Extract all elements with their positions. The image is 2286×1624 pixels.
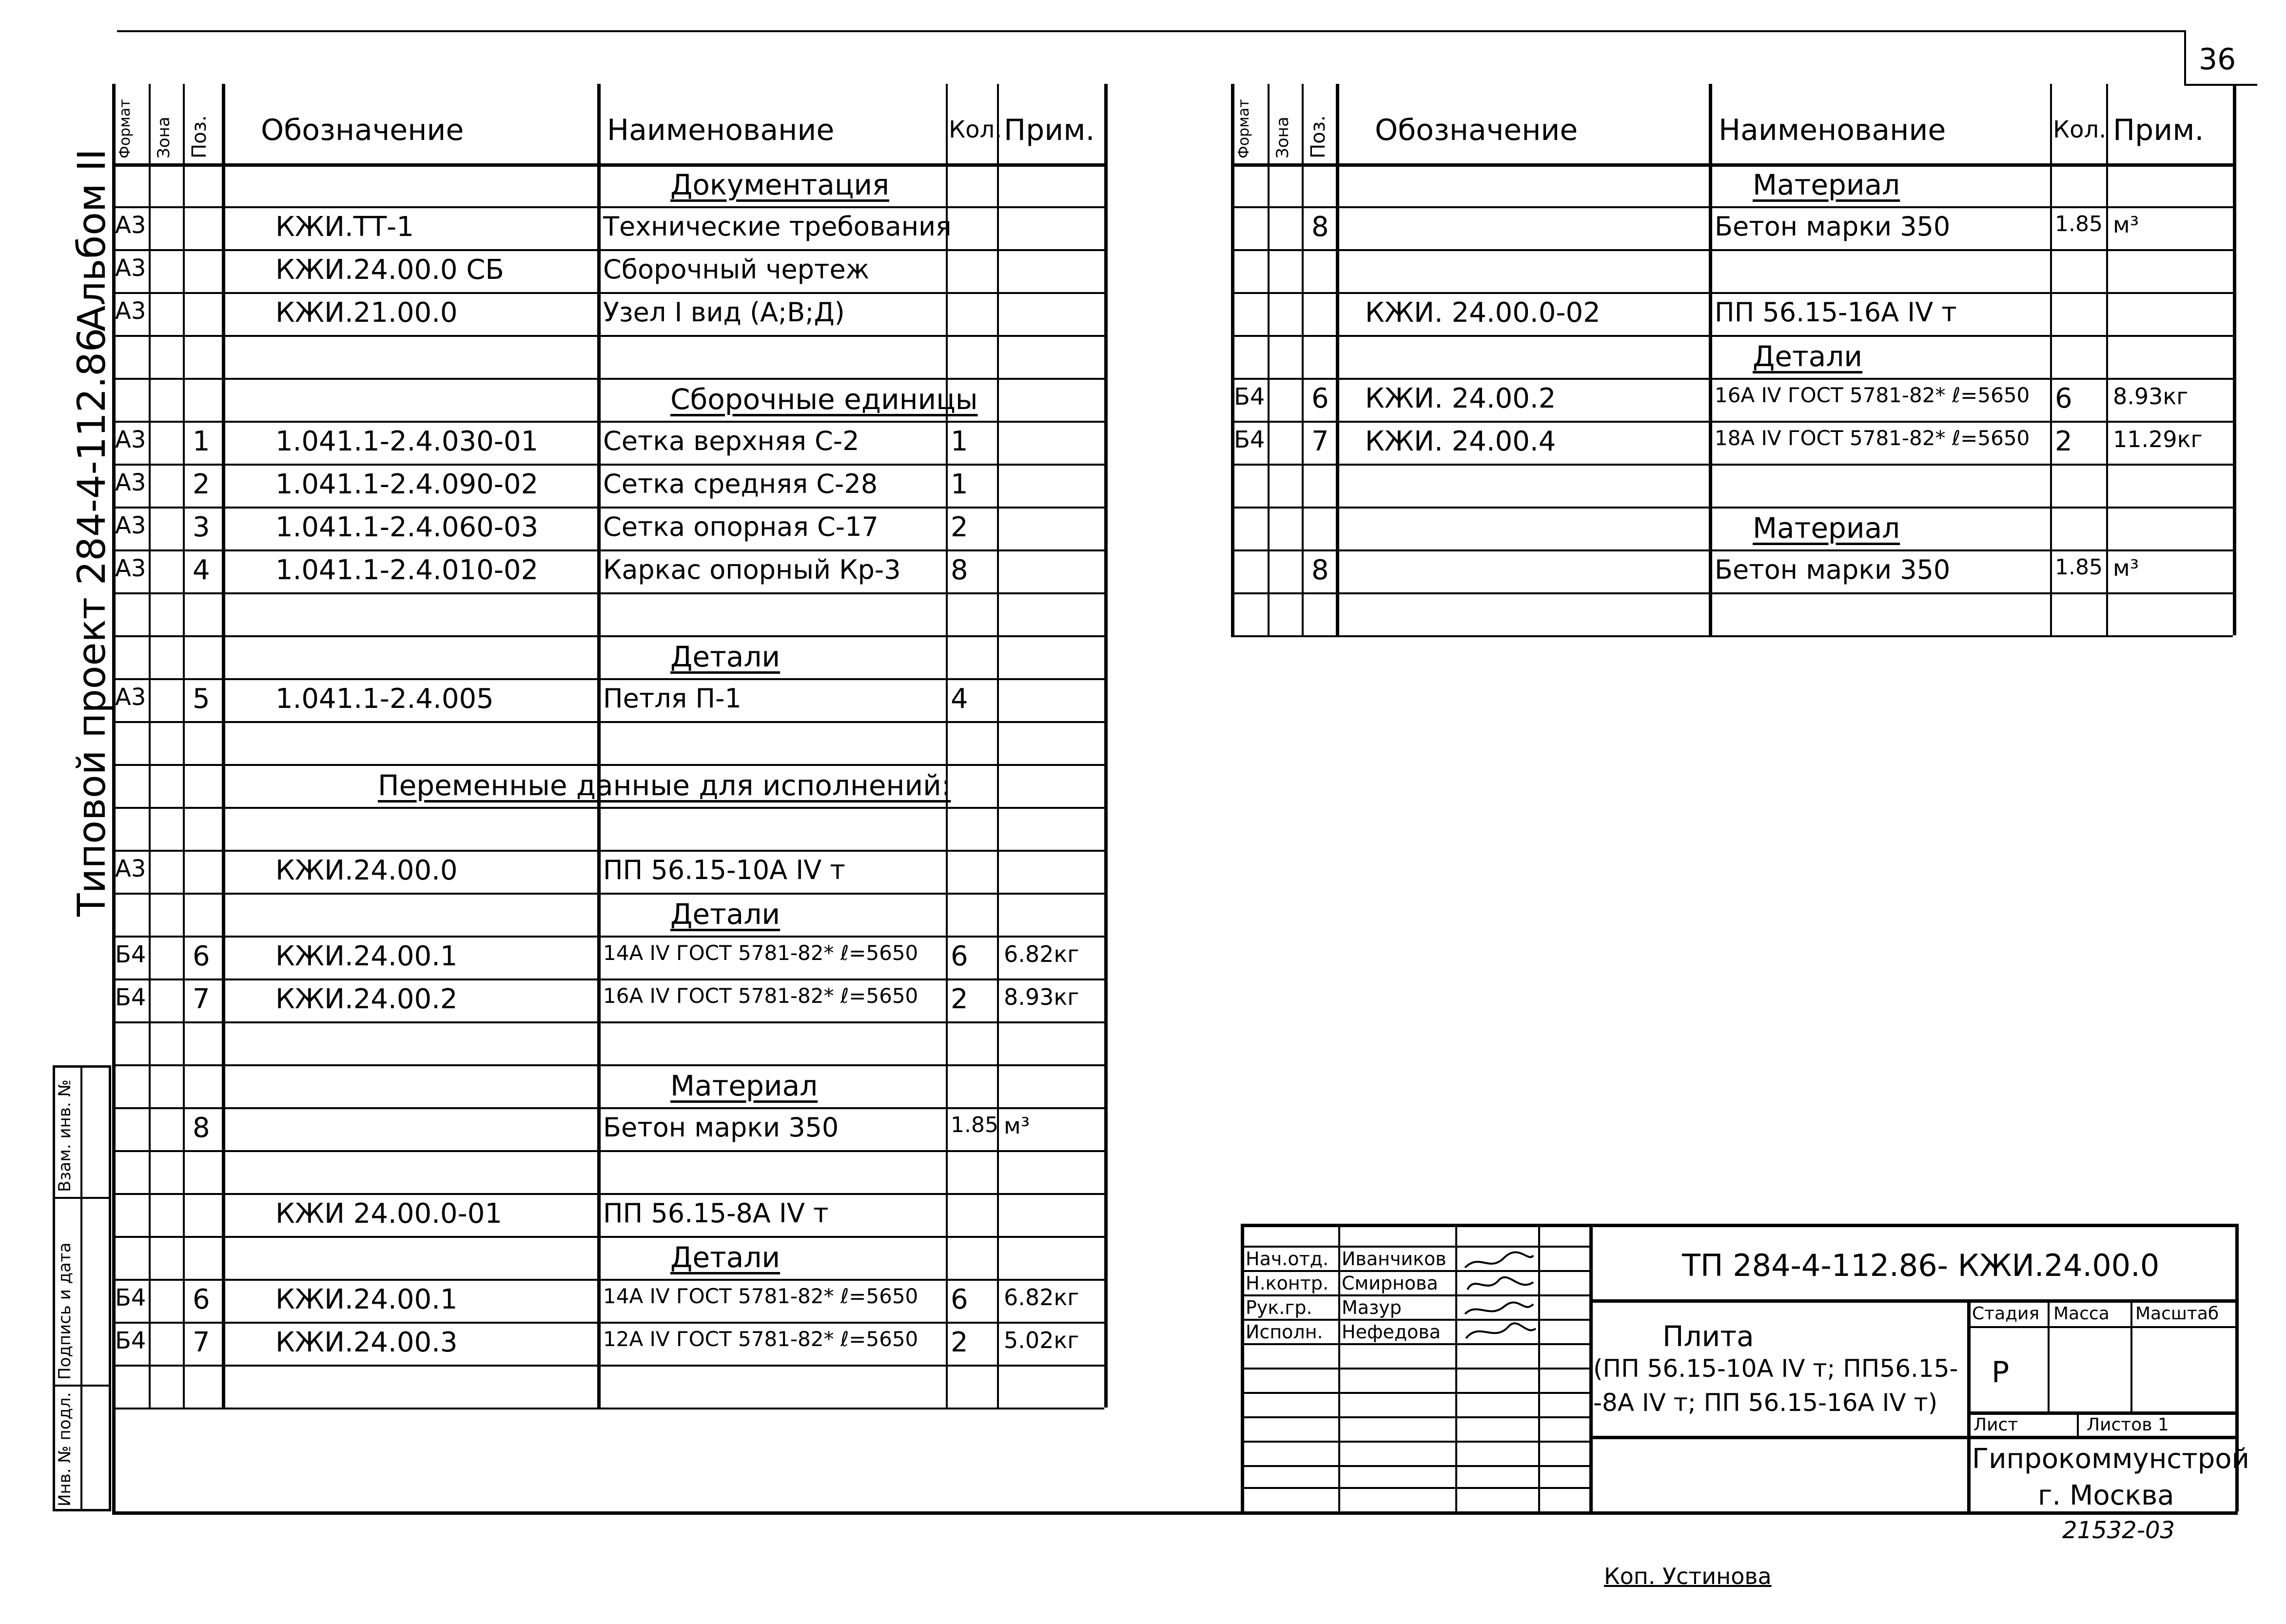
cell-pos: 6: [193, 1284, 210, 1315]
cell-note: м³: [2113, 555, 2139, 581]
top-border: [117, 30, 2184, 32]
row-line: [1231, 549, 2233, 551]
row-line: [112, 1408, 1104, 1409]
side-stamp-row: [53, 1197, 111, 1199]
section-title: Материал: [1753, 511, 1900, 545]
row-line: [112, 421, 1104, 423]
tb-org-1: Гипрокоммунстрой: [1972, 1443, 2249, 1475]
cell-name: ПП 56.15-10А IV т: [603, 855, 845, 885]
row-line: [112, 1107, 1104, 1109]
cell-designation: 1.041.1-2.4.090-02: [275, 469, 539, 500]
cell-name: 14А IV ГОСТ 5781-82* ℓ=5650: [603, 1284, 918, 1308]
cell-pos: 8: [193, 1112, 210, 1144]
cell-name: Бетон марки 350: [1715, 554, 1951, 585]
header-line: [1231, 163, 2233, 167]
cell-format: А3: [115, 254, 146, 282]
table-col-line: [597, 84, 601, 1408]
row-line: [112, 592, 1104, 594]
cell-pos: 7: [1311, 426, 1329, 457]
tb-person: Смирнова: [1342, 1272, 1438, 1294]
cell-name: Бетон марки 350: [1715, 211, 1951, 242]
cell-name: Каркас опорный Кр-3: [603, 554, 901, 585]
header-designation: Обозначение: [261, 113, 464, 147]
table-col-line: [2233, 84, 2236, 635]
header-qty: Кол.: [949, 116, 1002, 143]
cell-pos: 7: [193, 1327, 210, 1358]
cell-pos: 4: [193, 554, 210, 586]
tb-mass-col: [2130, 1299, 2132, 1411]
row-line: [1231, 464, 2233, 466]
header-format: Формат: [117, 99, 134, 158]
cell-name: 18А IV ГОСТ 5781-82* ℓ=5650: [1715, 426, 2030, 450]
header-line: [112, 163, 1104, 167]
cell-format: А3: [115, 555, 146, 582]
tb-stage-left: [1967, 1299, 1971, 1511]
cell-name: Сетка средняя С-28: [603, 469, 878, 499]
table-col-line: [1104, 84, 1108, 1408]
row-line: [112, 1021, 1104, 1023]
header-pos: Поз.: [1307, 115, 1329, 158]
header-note: Прим.: [1004, 113, 1095, 147]
album-label: Альбом II: [70, 149, 114, 332]
row-line: [112, 249, 1104, 251]
tb-col: [1589, 1224, 1593, 1511]
tb-title-3: -8А IV т; ПП 56.15-16А IV т): [1593, 1389, 1938, 1417]
cell-pos: 7: [193, 983, 210, 1015]
tb-role: Нач.отд.: [1246, 1248, 1329, 1270]
cell-pos: 6: [1311, 383, 1329, 414]
row-line: [112, 464, 1104, 466]
row-line: [112, 721, 1104, 723]
section-title: Сборочные единицы: [670, 383, 978, 416]
row-line: [112, 1150, 1104, 1152]
table-col-line: [112, 84, 116, 1408]
cell-designation: 1.041.1-2.4.060-03: [275, 511, 539, 543]
cell-name: Сборочный чертеж: [603, 254, 870, 285]
tb-title-2: (ПП 56.15-10А IV т; ПП56.15-: [1593, 1354, 1958, 1383]
cell-pos: 2: [193, 469, 210, 500]
row-line: [112, 1365, 1104, 1367]
row-line: [1231, 592, 2233, 594]
cell-qty: 1.85: [2055, 212, 2103, 236]
cell-name: Технические требования: [603, 211, 952, 242]
header-designation: Обозначение: [1375, 113, 1578, 147]
tb-stage-header-line: [1967, 1326, 2238, 1328]
table-col-line: [149, 84, 151, 1408]
side-stamp-divider: [80, 1065, 82, 1511]
row-line: [112, 1236, 1104, 1238]
row-line: [112, 936, 1104, 938]
tb-top: [1241, 1224, 2238, 1227]
header-zone: Зона: [154, 117, 174, 158]
cell-qty: 1.85: [951, 1113, 998, 1137]
row-line: [112, 1279, 1104, 1281]
tb-mass-label: Масса: [2053, 1304, 2110, 1324]
cell-name: Бетон марки 350: [603, 1112, 839, 1143]
row-line: [1231, 421, 2233, 423]
row-line: [112, 1193, 1104, 1195]
tb-role: Рук.гр.: [1246, 1297, 1312, 1318]
cell-name: Сетка опорная С-17: [603, 511, 879, 542]
tb-org-top: [1589, 1436, 2238, 1439]
tb-person: Мазур: [1342, 1297, 1402, 1318]
row-line: [112, 764, 1104, 766]
cell-designation: КЖИ. 24.00.4: [1365, 426, 1556, 457]
cell-format: Б4: [1234, 426, 1265, 453]
cell-format: Б4: [115, 1284, 146, 1311]
table-col-line: [997, 84, 999, 1408]
section-title: Детали: [670, 898, 781, 931]
side-stamp-inv: Инв. № подл.: [55, 1392, 75, 1507]
cell-qty: 6: [951, 940, 968, 972]
cell-name: ПП 56.15-8А IV т: [603, 1198, 829, 1229]
tb-sheet-col: [2077, 1411, 2079, 1436]
table-col-line: [946, 84, 948, 1408]
row-line: [112, 893, 1104, 895]
row-line: [112, 378, 1104, 380]
sheet-box-bottom: [2184, 84, 2257, 86]
cell-qty: 1.85: [2055, 555, 2103, 580]
header-zone: Зона: [1273, 117, 1292, 158]
row-line: [1231, 635, 2233, 637]
cell-name: 12А IV ГОСТ 5781-82* ℓ=5650: [603, 1327, 918, 1351]
cell-format: Б4: [115, 984, 146, 1011]
sheet-number: 36: [2199, 42, 2236, 77]
cell-pos: 8: [1311, 554, 1329, 586]
section-title: Детали: [1753, 340, 1863, 373]
section-title: Документация: [670, 168, 889, 201]
frame-bottom: [112, 1511, 2238, 1515]
side-stamp-replace: Взам. инв. №: [55, 1079, 75, 1192]
section-title: Переменные данные для исполнений:: [378, 769, 951, 802]
cell-qty: 1: [951, 469, 968, 500]
row-line: [112, 807, 1104, 809]
tb-row: [1241, 1487, 1589, 1489]
cell-qty: 8: [951, 554, 968, 586]
header-qty: Кол.: [2053, 116, 2107, 143]
tb-row: [1241, 1392, 1589, 1394]
copied-by: Коп. Устинова: [1604, 1563, 1772, 1589]
row-line: [112, 206, 1104, 208]
cell-designation: КЖИ. 24.00.0-02: [1365, 297, 1601, 329]
cell-note: 11.29кг: [2113, 426, 2203, 452]
cell-designation: КЖИ.24.00.2: [275, 983, 458, 1015]
archive-number: 21532-03: [2062, 1517, 2175, 1544]
cell-format: А3: [115, 212, 146, 239]
tb-title-1: Плита: [1662, 1320, 1754, 1353]
tb-scale-label: Масштаб: [2135, 1304, 2219, 1324]
cell-note: 6.82кг: [1004, 941, 1079, 967]
cell-pos: 6: [193, 940, 210, 972]
row-line: [112, 1322, 1104, 1324]
header-pos: Поз.: [188, 115, 211, 158]
tb-sheet-label: Лист: [1973, 1415, 2018, 1435]
cell-qty: 6: [2055, 383, 2072, 414]
row-line: [1231, 507, 2233, 509]
cell-qty: 6: [951, 1284, 968, 1315]
tb-role: Н.контр.: [1246, 1272, 1329, 1294]
row-line: [1231, 292, 2233, 294]
header-format: Формат: [1235, 99, 1252, 158]
cell-name: 16А IV ГОСТ 5781-82* ℓ=5650: [1715, 383, 2030, 407]
cell-qty: 1: [951, 426, 968, 457]
cell-name: ПП 56.15-16А IV т: [1715, 297, 1957, 328]
tb-stage-label: Стадия: [1972, 1304, 2040, 1324]
tb-row: [1241, 1465, 1589, 1467]
row-line: [112, 507, 1104, 509]
tb-code-bottom: [1589, 1299, 2238, 1303]
tb-role: Исполн.: [1246, 1321, 1323, 1343]
tb-row: [1241, 1368, 1589, 1370]
cell-designation: КЖИ.24.00.3: [275, 1327, 458, 1358]
cell-designation: КЖИ.24.00.1: [275, 1284, 458, 1315]
cell-designation: 1.041.1-2.4.005: [275, 683, 494, 715]
cell-name: Узел I вид (А;В;Д): [603, 297, 845, 328]
table-col-line: [183, 84, 185, 1408]
row-line: [1231, 206, 2233, 208]
header-note: Прим.: [2113, 113, 2204, 147]
row-line: [112, 850, 1104, 852]
cell-note: 6.82кг: [1004, 1284, 1079, 1311]
cell-pos: 3: [193, 511, 210, 543]
cell-format: А3: [115, 297, 146, 325]
header-name: Наименование: [1719, 113, 1946, 147]
tb-sheet-top: [1967, 1411, 2238, 1415]
cell-pos: 5: [193, 683, 210, 715]
row-line: [112, 635, 1104, 637]
tb-stage-value: Р: [1992, 1355, 2010, 1389]
cell-format: Б4: [1234, 383, 1265, 411]
tb-person: Иванчиков: [1342, 1248, 1446, 1270]
cell-format: Б4: [115, 941, 146, 968]
cell-format: Б4: [115, 1327, 146, 1354]
cell-name: Петля П-1: [603, 683, 742, 714]
cell-note: м³: [1004, 1113, 1030, 1139]
side-stamp-sign: Подпись и дата: [55, 1242, 75, 1380]
cell-name: Сетка верхняя С-2: [603, 426, 860, 456]
cell-qty: 2: [951, 983, 968, 1015]
cell-qty: 2: [951, 511, 968, 543]
section-title: Детали: [670, 1241, 781, 1274]
cell-designation: КЖИ.24.00.0: [275, 855, 458, 886]
section-title: Материал: [1753, 168, 1900, 201]
sheet-box-left: [2184, 30, 2186, 84]
row-line: [112, 292, 1104, 294]
row-line: [112, 678, 1104, 680]
row-line: [1231, 249, 2233, 251]
cell-name: 16А IV ГОСТ 5781-82* ℓ=5650: [603, 984, 918, 1008]
cell-format: А3: [115, 469, 146, 496]
tb-org-2: г. Москва: [2038, 1480, 2174, 1511]
table-col-line: [222, 84, 225, 1408]
cell-designation: КЖИ.24.00.1: [275, 940, 458, 972]
cell-note: м³: [2113, 212, 2139, 238]
tb-sheets-label: Листов 1: [2087, 1415, 2169, 1435]
signatures-icon: [1460, 1248, 1538, 1346]
cell-designation: 1.041.1-2.4.010-02: [275, 554, 539, 586]
cell-qty: 4: [951, 683, 968, 715]
project-label: Типовой проект 284-4-112.86: [70, 328, 114, 917]
cell-format: А3: [115, 855, 146, 882]
section-title: Материал: [670, 1069, 818, 1102]
row-line: [112, 1064, 1104, 1066]
cell-qty: 2: [951, 1327, 968, 1358]
cell-qty: 2: [2055, 426, 2072, 457]
cell-name: 14А IV ГОСТ 5781-82* ℓ=5650: [603, 941, 918, 965]
tb-row: [1241, 1441, 1589, 1443]
cell-format: А3: [115, 684, 146, 711]
cell-pos: 1: [193, 426, 210, 457]
tb-row: [1241, 1246, 1589, 1248]
cell-note: 5.02кг: [1004, 1327, 1079, 1353]
row-line: [1231, 378, 2233, 380]
cell-format: А3: [115, 512, 146, 539]
cell-designation: КЖИ.21.00.0: [275, 297, 458, 329]
cell-pos: 8: [1311, 211, 1329, 243]
tb-stage-col: [2048, 1299, 2050, 1411]
row-line: [112, 978, 1104, 980]
cell-designation: КЖИ 24.00.0-01: [275, 1198, 502, 1230]
row-line: [1231, 335, 2233, 337]
cell-format: А3: [115, 426, 146, 453]
tb-code: ТП 284-4-112.86- КЖИ.24.00.0: [1682, 1248, 2160, 1283]
cell-designation: 1.041.1-2.4.030-01: [275, 426, 539, 457]
row-line: [112, 549, 1104, 551]
cell-designation: КЖИ.ТТ-1: [275, 211, 414, 243]
tb-row: [1241, 1416, 1589, 1418]
cell-note: 8.93кг: [1004, 984, 1079, 1010]
tb-person: Нефедова: [1342, 1321, 1441, 1343]
cell-designation: КЖИ. 24.00.2: [1365, 383, 1556, 414]
section-title: Детали: [670, 640, 781, 673]
side-stamp-row: [53, 1385, 111, 1387]
cell-designation: КЖИ.24.00.0 СБ: [275, 254, 504, 286]
header-name: Наименование: [607, 113, 835, 147]
row-line: [112, 335, 1104, 337]
cell-note: 8.93кг: [2113, 383, 2188, 410]
